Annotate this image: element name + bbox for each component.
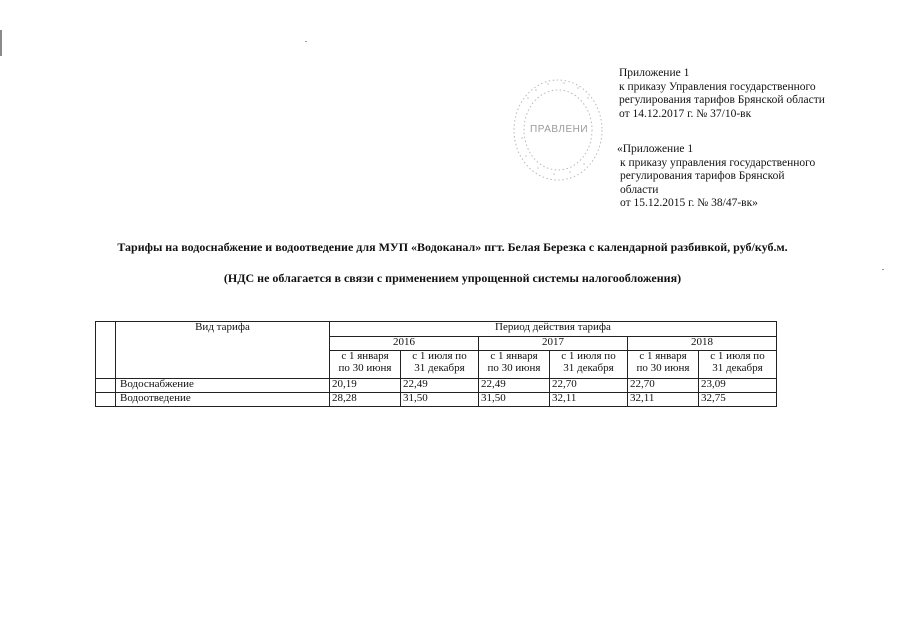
tariff-value: 22,70 [628,379,699,393]
header-period: Период действия тарифа [330,322,777,337]
row-index-cell [96,393,116,407]
tariff-value: 22,49 [479,379,550,393]
row-index-cell [96,379,116,393]
tariff-value: 31,50 [479,393,550,407]
appendix-current-note [619,67,825,121]
stamp-text: ПРАВЛЕНИ [530,124,589,135]
tariff-value: 22,70 [550,379,628,393]
header-subperiod: с 1 января по 30 июня [479,351,550,379]
row-tariff-name: Водоотведение [116,393,330,407]
tariff-value: 28,28 [330,393,401,407]
appendix-previous-note [617,143,815,211]
tariff-value: 32,75 [699,393,777,407]
appendix-line: области [620,183,659,196]
header-subperiod: с 1 июля по 31 декабря [550,351,628,379]
header-subperiod: с 1 июля по 31 декабря [401,351,479,379]
tariff-value: 20,19 [330,379,401,393]
scan-edge-mark [0,30,2,56]
tariff-value: 23,09 [699,379,777,393]
header-tariff-kind: Вид тарифа [116,322,330,379]
tariff-value: 32,11 [550,393,628,407]
row-tariff-name: Водоснабжение [116,379,330,393]
document-title: Тарифы на водоснабжение и водоотведение для МУП «Водоканал» пгт. Белая Березка с календарной разбивкой, руб/куб.м. [117,240,788,254]
appendix-line: регулирования тарифов Брянской области [619,94,825,107]
table-row [96,393,777,407]
tariff-value: 31,50 [401,393,479,407]
seal-stamp [508,68,606,188]
document-subtitle: (НДС не облагается в связи с применением упрощенной системы налогообложения) [223,271,682,285]
scan-speck [305,41,307,42]
header-subperiod: с 1 января по 30 июня [628,351,699,379]
appendix-line: к приказу управления государственного [620,156,816,169]
header-subperiod: с 1 июля по 31 декабря [699,351,777,379]
appendix-line: от 15.12.2015 г. № 38/47-вк» [620,197,758,210]
appendix-line: к приказу Управления государственного [619,80,816,93]
appendix-line: «Приложение 1 [617,143,694,155]
tariff-table [95,321,777,407]
tariff-value: 22,49 [401,379,479,393]
header-year: 2017 [479,337,628,351]
appendix-line: Приложение 1 [619,67,690,79]
table-row [96,379,777,393]
header-subperiod: с 1 января по 30 июня [330,351,401,379]
scan-speck [882,269,884,270]
header-year: 2018 [628,337,777,351]
header-year: 2016 [330,337,479,351]
appendix-line: от 14.12.2017 г. № 37/10-вк [619,107,752,120]
table-corner-cell [96,322,116,379]
tariff-value: 32,11 [628,393,699,407]
appendix-line: регулирования тарифов Брянской [620,170,785,183]
